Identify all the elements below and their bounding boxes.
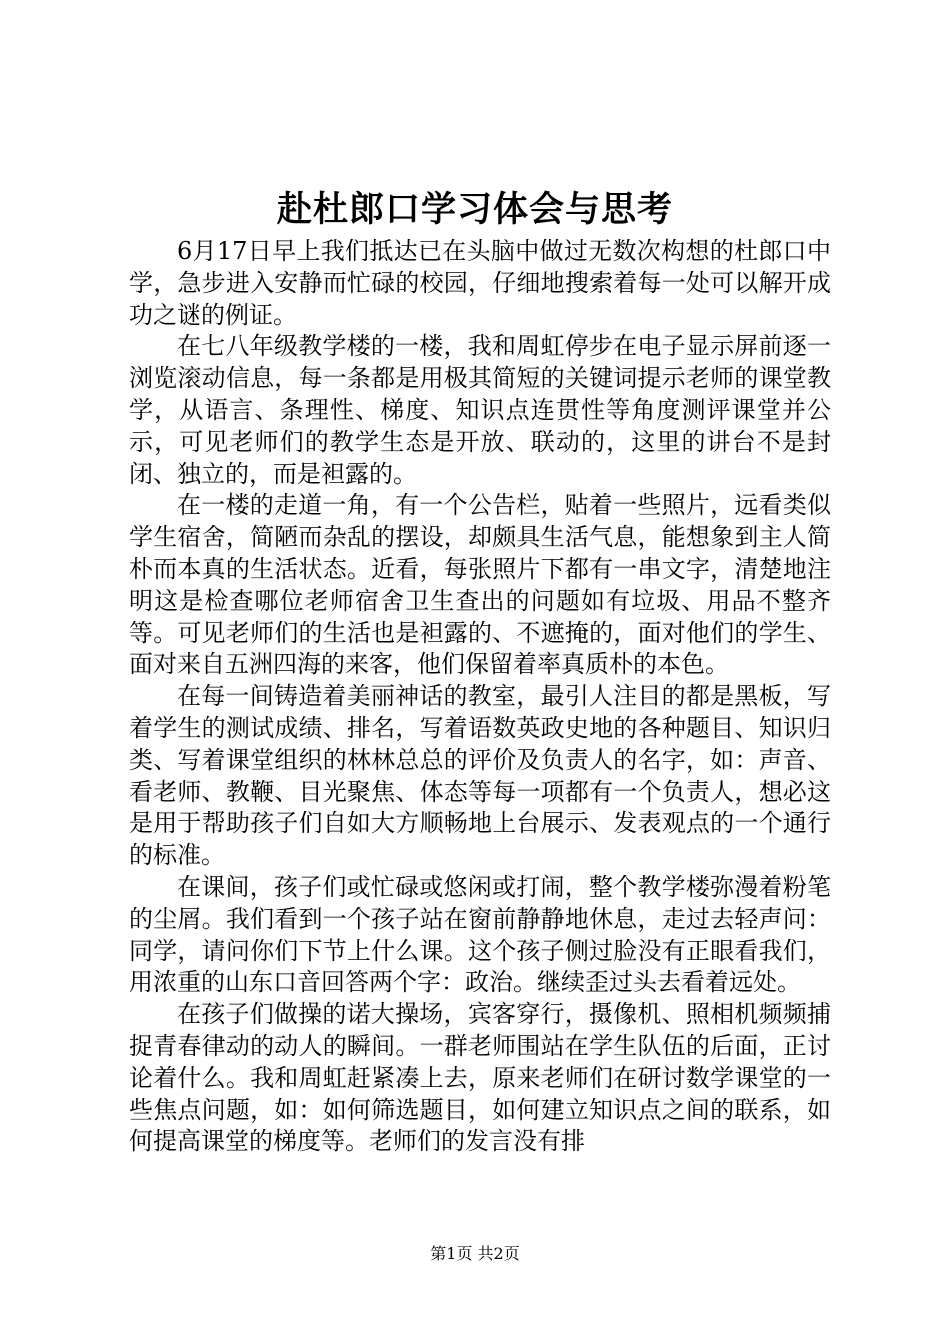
paragraph: 在孩子们做操的诺大操场，宾客穿行，摄像机、照相机频频捕捉青春律动的动人的瞬间。一群老师围站在学生队伍的后面，正讨论着什么。我和周虹赶紧凑上去，原来老师们在研讨数学课堂的一些焦点问题，如：如何筛选题目，如何建立知识点之间的联系，如何提高课堂的梯度等。老师们的发言没有排 [129,1000,831,1156]
paragraph: 6月17日早上我们抵达已在头脑中做过无数次构想的杜郎口中学，急步进入安静而忙碌的校园，仔细地搜索着每一处可以解开成功之谜的例证。 [129,237,831,329]
paragraph: 在一楼的走道一角，有一个公告栏，贴着一些照片，远看类似学生宿舍，简陋而杂乱的摆设，却颇具生活气息，能想象到主人简朴而本真的生活状态。近看，每张照片下都有一串文字，清楚地注明这是检查哪位老师宿舍卫生查出的问题如有垃圾、用品不整齐等。可见老师们的生活也是袒露的、不遮掩的，面对他们的学生、面对来自五洲四海的来客，他们保留着率真质朴的本色。 [129,491,831,679]
paragraph: 在七八年级教学楼的一楼，我和周虹停步在电子显示屏前逐一浏览滚动信息，每一条都是用极其简短的关键词提示老师的课堂教学，从语言、条理性、梯度、知识点连贯性等角度测评课堂并公示，可见老师们的教学生态是开放、联动的，这里的讲台不是封闭、独立的，而是袒露的。 [129,332,831,488]
document-body [129,236,831,1158]
paragraph: 在课间，孩子们或忙碌或悠闲或打闹，整个教学楼弥漫着粉笔的尘屑。我们看到一个孩子站在窗前静静地休息，走过去轻声问：同学，请问你们下节上什么课。这个孩子侧过脸没有正眼看我们，用浓重的山东口音回答两个字：政治。继续歪过头去看着远处。 [129,872,831,997]
paragraph: 在每一间铸造着美丽神话的教室，最引人注目的都是黑板，写着学生的测试成绩、排名，写着语数英政史地的各种题目、知识归类、写着课堂组织的林林总总的评价及负责人的名字，如：声音、看老师、教鞭、目光聚焦、体态等每一项都有一个负责人，想必这是用于帮助孩子们自如大方顺畅地上台展示、发表观点的一个通行的标准。 [129,682,831,870]
document-title: 赴杜郎口学习体会与思考 [276,189,673,230]
page-number-label: 第1页 共2页 [430,1244,520,1263]
page-footer [0,1242,950,1266]
